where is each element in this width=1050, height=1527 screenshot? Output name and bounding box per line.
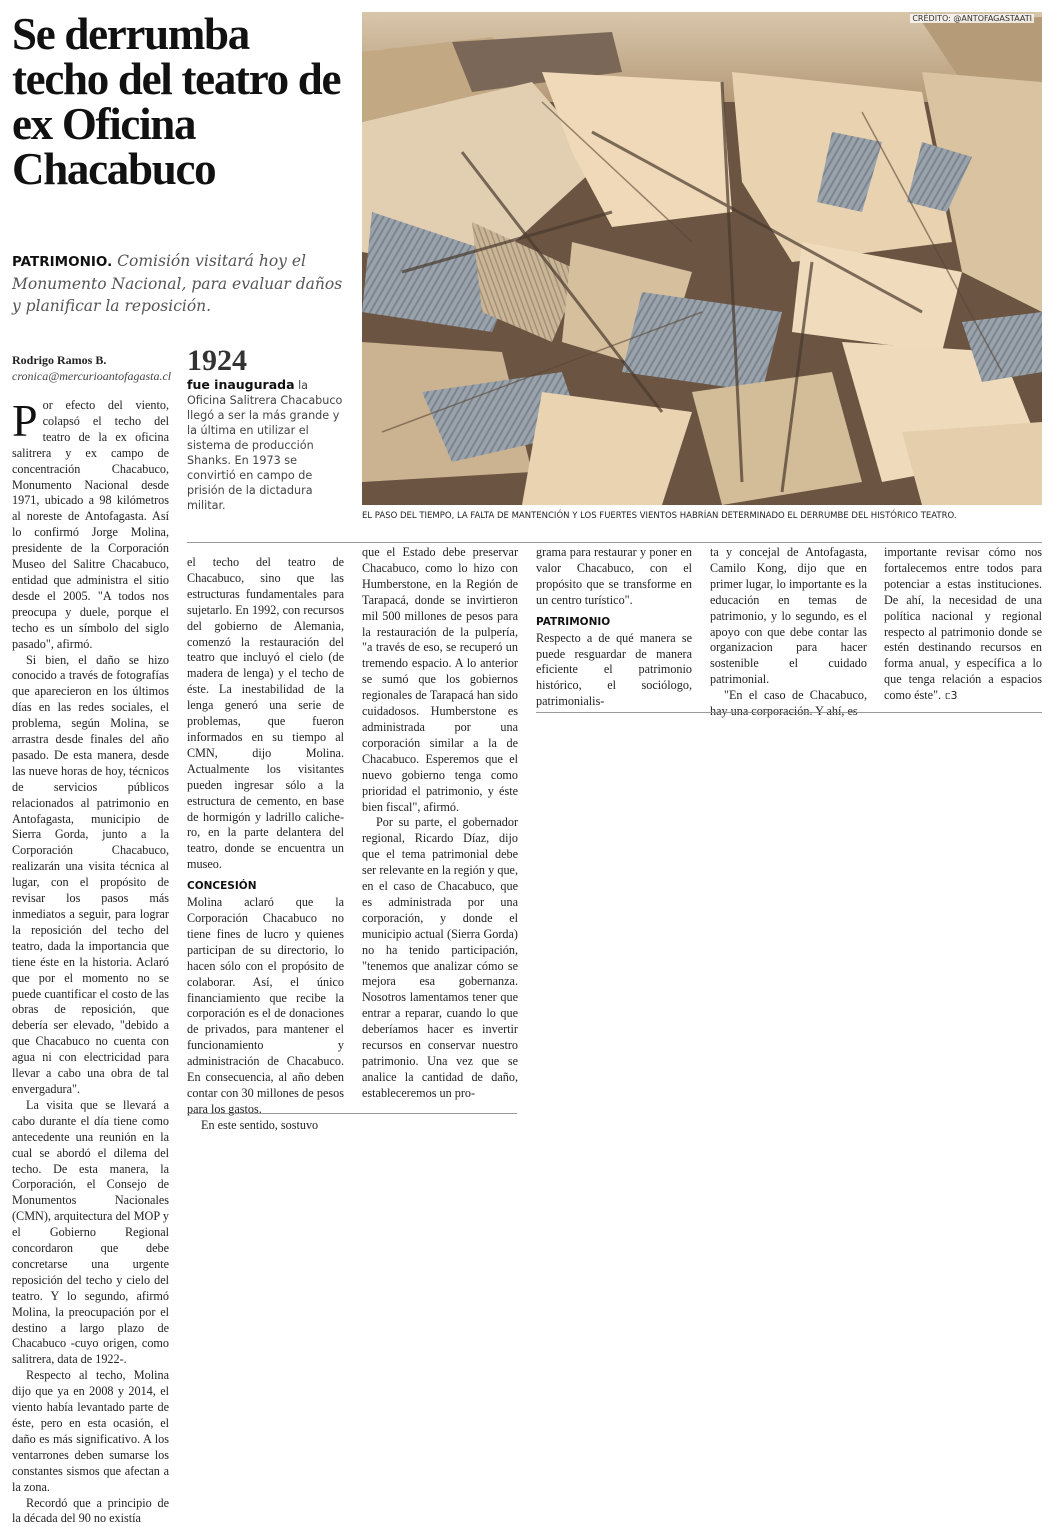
factbox-number: 1924 (187, 344, 247, 377)
photo-credit: CRÉDITO: @ANTOFAGASTAATI (912, 14, 1032, 23)
column-5 (710, 545, 867, 720)
deck-text: Comisión visitará hoy el Monumento Nacional, para evaluar daños y planificar la reposición. (12, 252, 343, 315)
paragraph-text: or efecto del viento, colapsó el techo del teatro de la ex oficina salitrera y ex campo de concentración Chacabuco, Monumento Nacional desde 1971, ubicado a 98 kilómetros al noreste de Antofagasta. Así lo confirmó Jorge Molina, presidente de la Corporación Museo del Salitre Chacabuco, entidad que administra el sitio desde el 2005. "A todos nos preocupa y duele, porque el techo es un símbolo del siglo pasado", afirmó. (12, 398, 169, 651)
paragraph: grama para restaurar y poner en valor Chacabuco, con el propósito que se transforme en un centro turístico". (536, 545, 692, 607)
column-bottom-rule (187, 1113, 517, 1114)
drop-cap: P (12, 395, 38, 446)
column-2 (187, 555, 344, 1134)
subheading: CONCESIÓN (187, 880, 257, 893)
paragraph: Si bien, el daño se hizo conocido a través de fotografías que aparecieron en los últimos días en las redes sociales, el problema, según Molina, se arrastra desde finales del año pasado. De esta manera, desde las nueve horas de hoy, técnicos de servicios públicos relacionados al patrimonio en Antofagasta, municipio de Sierra Gorda, junto a la Corporación Chacabuco, realizarán una visita técnica al lugar, con el propósito de revisar los pasos más inmediatos a seguir, para lograr la reposición del techo del teatro, dada la importancia que tiene éste en la historia. Aclaró que por el momento no se puede cuantificar el costo de las obras de reposición, que debería ser elevado, "debido a que Chacabuco no cuenta con agua ni con electricidad para llevar a cabo una obra de tal envergadura". (12, 652, 169, 1096)
paragraph (12, 395, 169, 653)
factbox (187, 345, 347, 513)
article-photo (362, 12, 1042, 505)
paragraph: que el Estado debe preservar Chacabuco, como lo hizo con Humberstone, en la Región de Tarapacá, donde se invirtieron mil 500 millones de pesos para la restauración de la pulpería, "a través de eso, se recuperó un tremendo espacio. A lo anterior se sumó que los gobiernos regionales de Tarapacá han sido cuidadosos. Humberstone es administrada por una corporación similar a la de Chacabuco. Esperemos que el nuevo gobierno tenga como prioridad el patrimonio, y éste bien fiscal", afirmó. (362, 545, 518, 814)
column-4 (536, 545, 692, 710)
paragraph: Respecto a de qué manera se puede resguardar de manera eficiente el patrimonio histórico, el sociólogo, patrimonialis- (536, 630, 692, 709)
subheading: PATRIMONIO (536, 615, 611, 628)
paragraph: Respecto al techo, Molina dijo que ya en 2008 y 2014, el viento había levantado parte de éste, pero en esta ocasión, el daño es más significativo. A los ventarrones deben sumarse los constantes sismos que afectan a la zona. (12, 1368, 169, 1494)
column-6 (884, 545, 1042, 704)
photo-caption: EL PASO DEL TIEMPO, LA FALTA DE MANTENCIÓN Y LOS FUERTES VIENTOS HABRÍAN DETERMINADO EL DERRUMBE DEL HISTÓRICO TEATRO. (362, 511, 957, 521)
paragraph: Por su parte, el gobernador regional, Ricardo Díaz, dijo que el tema patrimonial debe ser relevante en la región y que, en el caso de Chacabuco, que es administrada por una corporación, y donde el municipio actual (Sierra Gorda) no ha tenido participación, "tenemos que analizar cómo se mejora esa gobernanza. Nosotros lamentamos tener que entrar a reparar, cuando lo que deberíamos hacer es invertir recursos en conservar nuestro patrimonio. Una vez que se analice la cantidad de daño, estableceremos un pro- (362, 815, 518, 1100)
paragraph: "En el caso de Chacabuco, hay una corporación. Y ahí, es (710, 688, 867, 719)
column-3 (362, 545, 518, 1102)
collapsed-roof-photo (362, 12, 1042, 505)
factbox-text (187, 377, 347, 513)
paragraph: Molina aclaró que la Corporación Chacabuco no tiene fines de lucro y quienes participan de su directorio, lo hacen sólo con el propósito de colaborar. Así, el único financiamiento que recibe la corporación es el de donaciones de privados, para mantener el funcionamiento y administración de Chacabuco. En consecuencia, al año deben contar con 30 millones de pesos para los gastos. (187, 895, 344, 1116)
paragraph-text: importante revisar cómo nos fortalecemos entre todos para potenciar a estas instituciones. De ahí, la necesidad de una política nacional y regional respecto al patrimonio donde se estén destinando recursos en forma anual, y específica a lo que tenga relación a espacios como éste". (884, 545, 1042, 703)
kicker: PATRIMONIO. (12, 254, 113, 270)
column-1 (12, 395, 169, 1527)
paragraph: En este sentido, sostuvo (201, 1117, 319, 1132)
paragraph (884, 545, 1042, 704)
byline (12, 352, 182, 384)
factbox-lead: fue inaugurada (187, 377, 295, 392)
column-top-rule (187, 542, 1042, 543)
end-mark-icon: ᥴ3 (945, 689, 958, 703)
column-bottom-rule (536, 712, 1042, 713)
paragraph: La visita que se llevará a cabo durante el día tiene como antecedente una reunión en la cual se abordó el dilema del techo. De esta manera, la Corporación, el Consejo de Monumentos Nacionales (CMN), arquitectura del MOP y el Gobierno Regional concordaron que debe concretarse una urgente reposición del techo y cielo del teatro. Y lo segundo, afirmó Molina, la preocupación por el destino a largo plazo de Chacabuco -cuyo origen, como salitrera, data de 1922-. (12, 1097, 169, 1367)
deck (12, 250, 347, 317)
paragraph: Recordó que a principio de la década del 90 no existía (12, 1495, 169, 1526)
factbox-body: la Oficina Salitrera Chacabuco llegó a ser la más grande y la última en utilizar el sistema de producción Shanks. En 1973 se convirtió en campo de prisión de la dictadura militar. (187, 379, 343, 512)
headline: Se derrumba techo del teatro de ex Oficina Chacabuco (12, 9, 341, 194)
paragraph: ta y concejal de Antofagasta, Camilo Kong, dijo que en primer lugar, lo importante es la educación en temas de patrimonio, y lo segundo, es el apoyo con que debe contar las organizacion para hacer sostenible el cuidado patrimonial. (710, 545, 867, 687)
paragraph: el techo del teatro de Chacabuco, sino que las estructuras fundamentales para sujetarlo. En 1992, con recursos del gobierno de Alemania, comenzó la restauración del teatro que incluyó el cielo (de madera de lenga) y el techo de éste. La inestabilidad de la lenga generó una serie de problemas, que fueron informados en su tiempo al CMN, dijo Molina. Actualmente los visitantes pueden ingresar sólo a la estructura de cemento, en base de hormigón y ladrillo calichero, en la parte delantera del teatro, donde se encuentra un museo. (187, 555, 344, 872)
author-email[interactable]: cronica@mercurioantofagasta.cl (12, 369, 172, 383)
author-name: Rodrigo Ramos B. (12, 353, 107, 367)
